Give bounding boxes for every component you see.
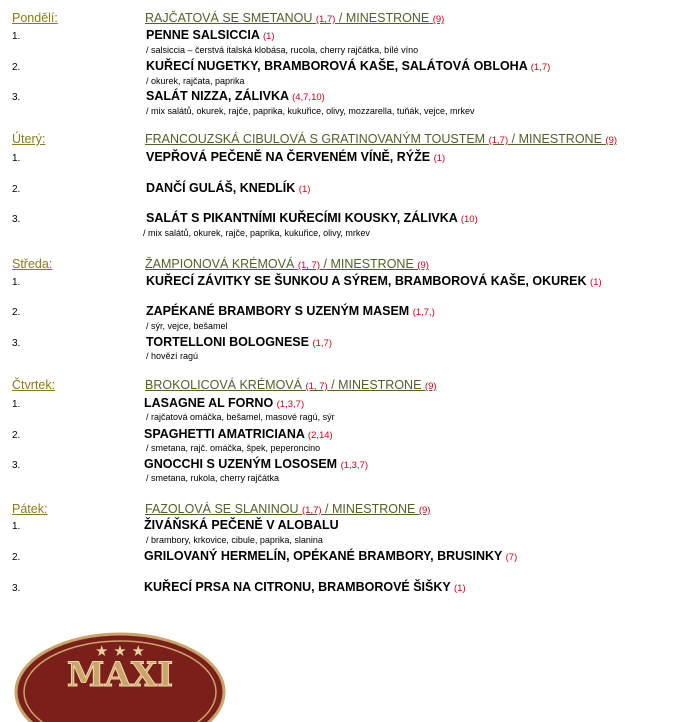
- dish-allergens: (1,7): [312, 338, 333, 349]
- dish-name: [146, 89, 325, 103]
- soup-allergens: (1,7): [488, 135, 509, 146]
- soup-line: [145, 132, 617, 146]
- dish-name: [144, 396, 304, 410]
- dish-number: 3.: [12, 214, 21, 225]
- second-soup: / MINESTRONE: [323, 257, 414, 271]
- day-label: Pátek:: [12, 502, 48, 516]
- dish-allergens: (2,14): [307, 430, 333, 441]
- dish-name: [146, 335, 332, 349]
- soup-line: [145, 11, 444, 25]
- soup-allergens: (1, 7): [305, 381, 328, 392]
- day-label: Pondělí:: [12, 11, 58, 25]
- dish-name: [144, 580, 466, 594]
- dish-name: [146, 28, 275, 42]
- dish-allergens: (10): [460, 214, 478, 225]
- dish-name: [146, 304, 435, 318]
- soup-allergens: (1, 7): [297, 260, 321, 271]
- dish-title: VEPŘOVÁ PEČENĚ NA ČERVENÉM VÍNĚ, RÝŽE: [146, 150, 431, 164]
- dish-name: [144, 549, 517, 563]
- dish-title: SALÁT NIZZA, ZÁLIVKA: [146, 89, 289, 103]
- logo-text: MAXI: [66, 655, 174, 695]
- dish-description: / brambory, krkovice, cibule, paprika, slanina: [146, 535, 323, 545]
- dish-allergens: (1): [262, 31, 275, 42]
- dish-name: [146, 59, 550, 73]
- soup-line: [145, 257, 429, 271]
- soup-name: BROKOLICOVÁ KRÉMOVÁ: [145, 378, 302, 392]
- second-soup: / MINESTRONE: [338, 11, 430, 25]
- dish-number: 3.: [12, 460, 21, 471]
- soup-allergens: (1,7): [302, 505, 322, 516]
- dish-number: 3.: [12, 338, 21, 349]
- dish-title: KUŘECÍ NUGETKY, BRAMBOROVÁ KAŠE, SALÁTOVÁ OBLOHA: [146, 59, 528, 73]
- dish-title: LASAGNE AL FORNO: [144, 396, 274, 410]
- dish-description: / mix salátů, okurek, rajče, paprika, kukuřice, olivy, mrkev: [143, 228, 370, 238]
- soup-name: FRANCOUZSKÁ CIBULOVÁ S GRATINOVANÝM TOUSTEM: [145, 132, 486, 146]
- dish-allergens: (1): [433, 153, 446, 164]
- dish-number: 2.: [12, 307, 21, 318]
- dish-allergens: (4,7,10): [292, 92, 325, 103]
- dish-allergens: (1,3,7): [276, 399, 305, 410]
- soup-name: ŽAMPIONOVÁ KRÉMOVÁ: [145, 257, 295, 271]
- dish-allergens: (1,7): [530, 62, 551, 73]
- soup-allergens: (1,7): [315, 14, 336, 25]
- dish-number: 2.: [12, 430, 21, 441]
- dish-allergens: (1): [298, 184, 311, 195]
- soup-line: [145, 502, 430, 516]
- day-label: Úterý:: [12, 132, 46, 146]
- dish-allergens: (1): [590, 277, 602, 288]
- second-soup: / MINESTRONE: [511, 132, 602, 146]
- dish-number: 1.: [12, 399, 21, 410]
- dish-number: 2.: [12, 62, 21, 73]
- dish-description: / okurek, rajčata, paprika: [146, 76, 245, 86]
- second-soup-allergens: (9): [418, 505, 431, 516]
- dish-title: DANČÍ GULÁŠ, KNEDLÍK: [146, 181, 296, 195]
- dish-name: [146, 274, 602, 288]
- second-soup-allergens: (9): [417, 260, 429, 271]
- second-soup: / MINESTRONE: [325, 502, 416, 516]
- soup-line: [145, 378, 437, 392]
- dish-description: / mix salátů, okurek, rajče, paprika, kukuřice, olivy, mozzarella, tuňák, vejce, mrkev: [146, 106, 475, 116]
- dish-title: GNOCCHI S UZENÝM LOSOSEM: [144, 457, 338, 471]
- dish-title: TORTELLONI BOLOGNESE: [146, 335, 309, 349]
- soup-name: RAJČATOVÁ SE SMETANOU: [145, 11, 313, 25]
- dish-description: / smetana, rukola, cherry rajčátka: [146, 473, 280, 483]
- dish-number: 2.: [12, 184, 21, 195]
- day-label: Čtvrtek:: [12, 378, 56, 392]
- second-soup-allergens: (9): [605, 135, 618, 146]
- dish-name: [146, 181, 310, 195]
- dish-allergens: (7): [505, 552, 518, 563]
- maxi-logo: [14, 632, 226, 722]
- dish-name: [144, 427, 333, 441]
- soup-name: FAZOLOVÁ SE SLANINOU: [145, 502, 299, 516]
- dish-description: / salsiccia – čerstvá italská klobása, rucola, cherry rajčátka, bílé víno: [146, 45, 419, 55]
- dish-number: 1.: [12, 521, 21, 532]
- dish-title: ZAPÉKANÉ BRAMBORY S UZENÝM MASEM: [146, 304, 410, 318]
- dish-description: / sýr, vejce, bešamel: [146, 321, 228, 331]
- dish-name: [146, 150, 445, 164]
- dish-number: 1.: [12, 153, 21, 164]
- second-soup-allergens: (9): [432, 14, 445, 25]
- dish-name: [144, 518, 339, 532]
- dish-title: KUŘECÍ ZÁVITKY SE ŠUNKOU A SÝREM, BRAMBOROVÁ KAŠE, OKUREK: [146, 274, 587, 288]
- dish-title: ŽIVÁŇSKÁ PEČENĚ V ALOBALU: [144, 518, 339, 532]
- dish-title: PENNE SALSICCIA: [146, 28, 260, 42]
- dish-description: / smetana, rajč. omáčka, špek, peperoncino: [146, 443, 321, 453]
- day-label: Středa:: [12, 257, 53, 271]
- dish-title: SPAGHETTI AMATRICIANA: [144, 427, 305, 441]
- dish-title: SALÁT S PIKANTNÍMI KUŘECÍMI KOUSKY, ZÁLIVKA: [146, 211, 458, 225]
- dish-number: 1.: [12, 31, 21, 42]
- dish-allergens: (1,3,7): [340, 460, 369, 471]
- dish-name: [144, 457, 368, 471]
- dish-title: GRILOVANÝ HERMELÍN, OPÉKANÉ BRAMBORY, BRUSINKY: [144, 549, 503, 563]
- dish-name: [146, 211, 478, 225]
- dish-allergens: (1): [454, 583, 466, 594]
- second-soup: / MINESTRONE: [331, 378, 422, 392]
- dish-number: 3.: [12, 92, 21, 103]
- dish-number: 1.: [12, 277, 21, 288]
- logo-stars: ★ ★ ★: [95, 642, 145, 660]
- dish-description: / hovězí ragú: [146, 351, 199, 361]
- dish-title: KUŘECÍ PRSA NA CITRONU, BRAMBOROVÉ ŠIŠKY: [144, 580, 451, 594]
- dish-number: 3.: [12, 583, 21, 594]
- dish-allergens: (1,7,): [412, 307, 435, 318]
- dish-number: 2.: [12, 552, 21, 563]
- dish-description: / rajčatová omáčka, bešamel, masové ragú, sýr: [146, 412, 335, 422]
- second-soup-allergens: (9): [424, 381, 437, 392]
